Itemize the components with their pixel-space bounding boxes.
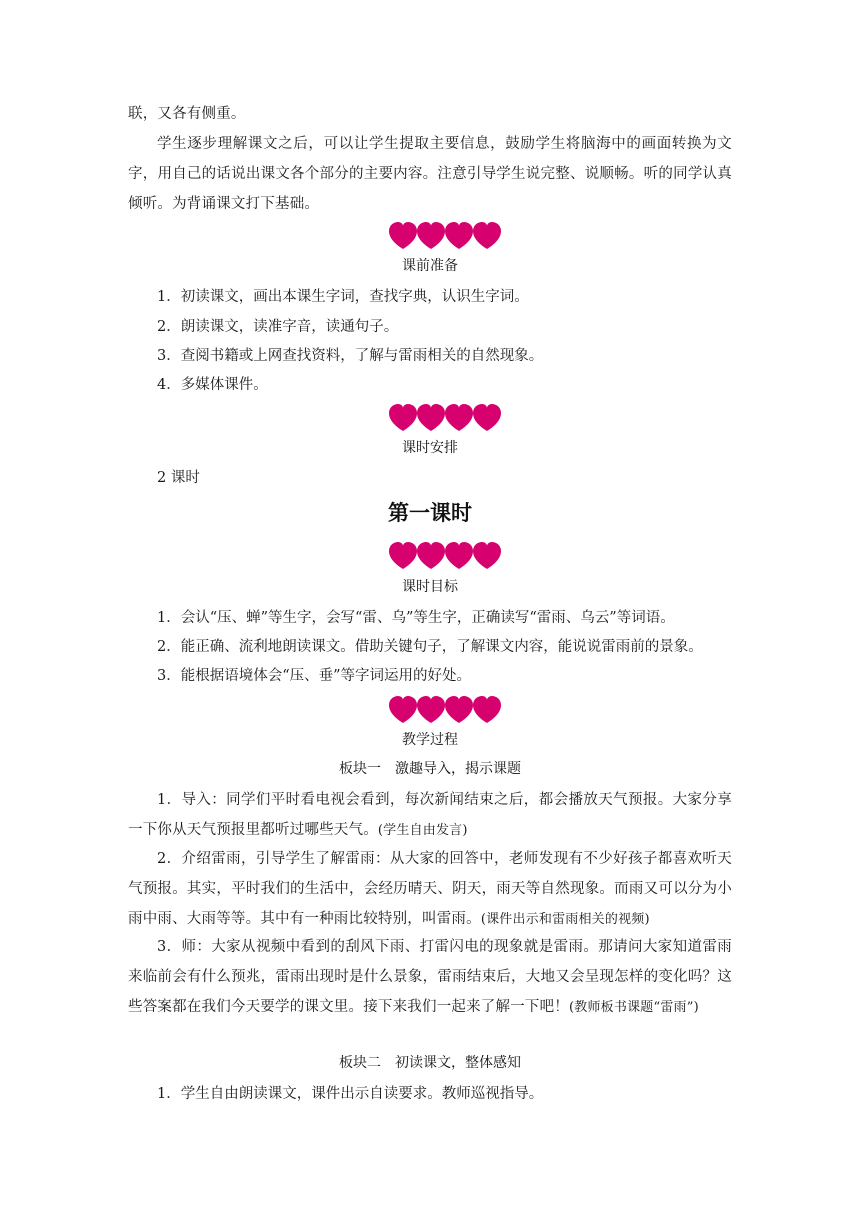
block-title-2: 板块二 初读课文，整体感知 <box>339 1055 521 1071</box>
heart-shape <box>389 404 417 431</box>
section-heading-schedule: 课时安排 <box>402 440 458 456</box>
goal-item-3: 3．能根据语境体会“压、垂”等字词运用的好处。 <box>157 668 472 684</box>
prep-item-2: 2．朗读课文，读准字音，读通句子。 <box>157 319 399 335</box>
heart-shape <box>445 222 473 249</box>
section-heading-goals: 课时目标 <box>402 579 458 595</box>
heart-shape <box>417 542 445 569</box>
heart-shape <box>417 222 445 249</box>
step-text: 2．介绍雷雨，引导学生了解雷雨：从大家的回答中，老师发现有不少好孩子都喜欢听天气预报。其实，平时我们的生活中，会经历晴天、阴天，雨天等自然现象。而雨又可以分为小雨中雨、大雨等等。其中有一种雨比较特别，叫雷雨。 <box>128 851 732 927</box>
prep-item-1: 1．初读课文，画出本课生字词，查找字典，认识生字词。 <box>157 289 529 305</box>
heart-shape <box>473 542 501 569</box>
prep-item-4: 4．多媒体课件。 <box>157 377 268 393</box>
heart-divider-icon <box>389 542 501 570</box>
process-step-1 <box>128 785 732 846</box>
heart-shape <box>473 404 501 431</box>
intro-line: 联，又各有侧重。 <box>128 106 246 122</box>
heart-shape <box>389 222 417 249</box>
process-step-2 <box>128 844 732 935</box>
heart-shape <box>445 542 473 569</box>
step-note: (教师板书课题“雷雨”) <box>569 1000 699 1015</box>
heart-divider-icon <box>389 696 501 724</box>
prep-item-3: 3．查阅书籍或上网查找资料，了解与雷雨相关的自然现象。 <box>157 348 544 364</box>
section-heading-process: 教学过程 <box>402 732 458 748</box>
block-title-1: 板块一 激趣导入，揭示课题 <box>339 761 521 777</box>
heart-shape <box>417 404 445 431</box>
heart-divider-icon <box>389 404 501 432</box>
heart-shape <box>389 696 417 723</box>
heart-shape <box>417 696 445 723</box>
heart-shape <box>473 696 501 723</box>
lesson-title: 第一课时 <box>388 501 472 525</box>
step-note: (课件出示和雷雨相关的视频) <box>480 912 650 927</box>
step-text: 3．师：大家从视频中看到的刮风下雨、打雷闪电的现象就是雷雨。那请问大家知道雷雨来临前会有什么预兆，雷雨出现时是什么景象，雷雨结束后，大地又会呈现怎样的变化吗？这些答案都在我们今天要学的课文里。接下来我们一起来了解一下吧！ <box>128 939 732 1015</box>
heart-shape <box>473 222 501 249</box>
heart-shape <box>389 542 417 569</box>
section-heading-prep: 课前准备 <box>402 258 458 274</box>
heart-shape <box>445 404 473 431</box>
step-note: (学生自由发言) <box>377 823 468 838</box>
step-text: 1．导入：同学们平时看电视会看到，每次新闻结束之后，都会播放天气预报。大家分享一下你从天气预报里都听过哪些天气。 <box>128 792 732 838</box>
process-block2-step-1: 1．学生自由朗读课文，课件出示自读要求。教师巡视指导。 <box>157 1086 544 1102</box>
goal-item-2: 2．能正确、流利地朗读课文。借助关键句子，了解课文内容，能说说雷雨前的景象。 <box>157 639 703 655</box>
process-step-3 <box>128 932 732 1023</box>
goal-item-1: 1．会认“压、蝉”等生字，会写“雷、乌”等生字，正确读写“雷雨、乌云”等词语。 <box>157 610 675 626</box>
heart-divider-icon <box>389 222 501 250</box>
schedule-text: 2 课时 <box>157 470 200 486</box>
heart-shape <box>445 696 473 723</box>
intro-paragraph: 学生逐步理解课文之后，可以让学生提取主要信息，鼓励学生将脑海中的画面转换为文字，用自己的话说出课文各个部分的主要内容。注意引导学生说完整、说顺畅。听的同学认真倾听。为背诵课文打下基础。 <box>128 136 732 212</box>
